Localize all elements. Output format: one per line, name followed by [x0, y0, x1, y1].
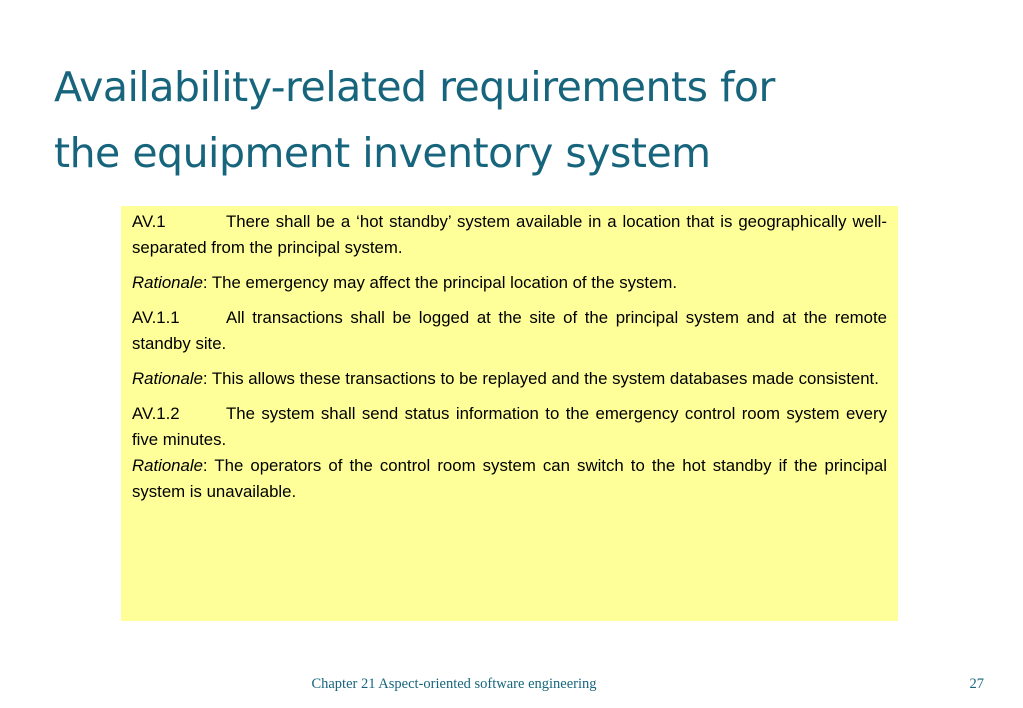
rationale-av-1	[132, 270, 887, 296]
requirement-av-1-2	[132, 401, 887, 453]
requirements-box	[121, 206, 898, 621]
rationale-label: Rationale	[132, 273, 203, 292]
requirement-av-1-1	[132, 305, 887, 357]
rationale-label: Rationale	[132, 456, 203, 475]
footer-chapter: Chapter 21 Aspect-oriented software engineering	[311, 676, 597, 692]
requirement-text: All transactions shall be logged at the site of the principal system and at the remote standby site.	[132, 308, 887, 353]
slide-title-line-2: the equipment inventory system	[54, 129, 711, 177]
requirement-av-1	[132, 209, 887, 261]
rationale-text: : The emergency may affect the principal location of the system.	[202, 273, 678, 292]
requirement-text: The system shall send status information to the emergency control room system every five minutes.	[132, 404, 887, 449]
slide-title-line-1: Availability-related requirements for	[54, 63, 775, 111]
rationale-av-1-2	[132, 453, 887, 505]
page-number: 27	[969, 676, 984, 692]
slide-title	[54, 54, 994, 186]
requirement-code: AV.1.1	[132, 308, 180, 327]
rationale-text: : The operators of the control room system can switch to the hot standby if the principal system is unavailable.	[132, 456, 887, 501]
rationale-label: Rationale	[132, 369, 203, 388]
rationale-av-1-1	[132, 366, 887, 392]
requirement-code: AV.1	[132, 212, 166, 231]
requirement-text: There shall be a ‘hot standby’ system available in a location that is geographically well-separated from the principal system.	[132, 212, 887, 257]
requirement-code: AV.1.2	[132, 404, 180, 423]
rationale-text: : This allows these transactions to be replayed and the system databases made consistent.	[202, 369, 879, 388]
